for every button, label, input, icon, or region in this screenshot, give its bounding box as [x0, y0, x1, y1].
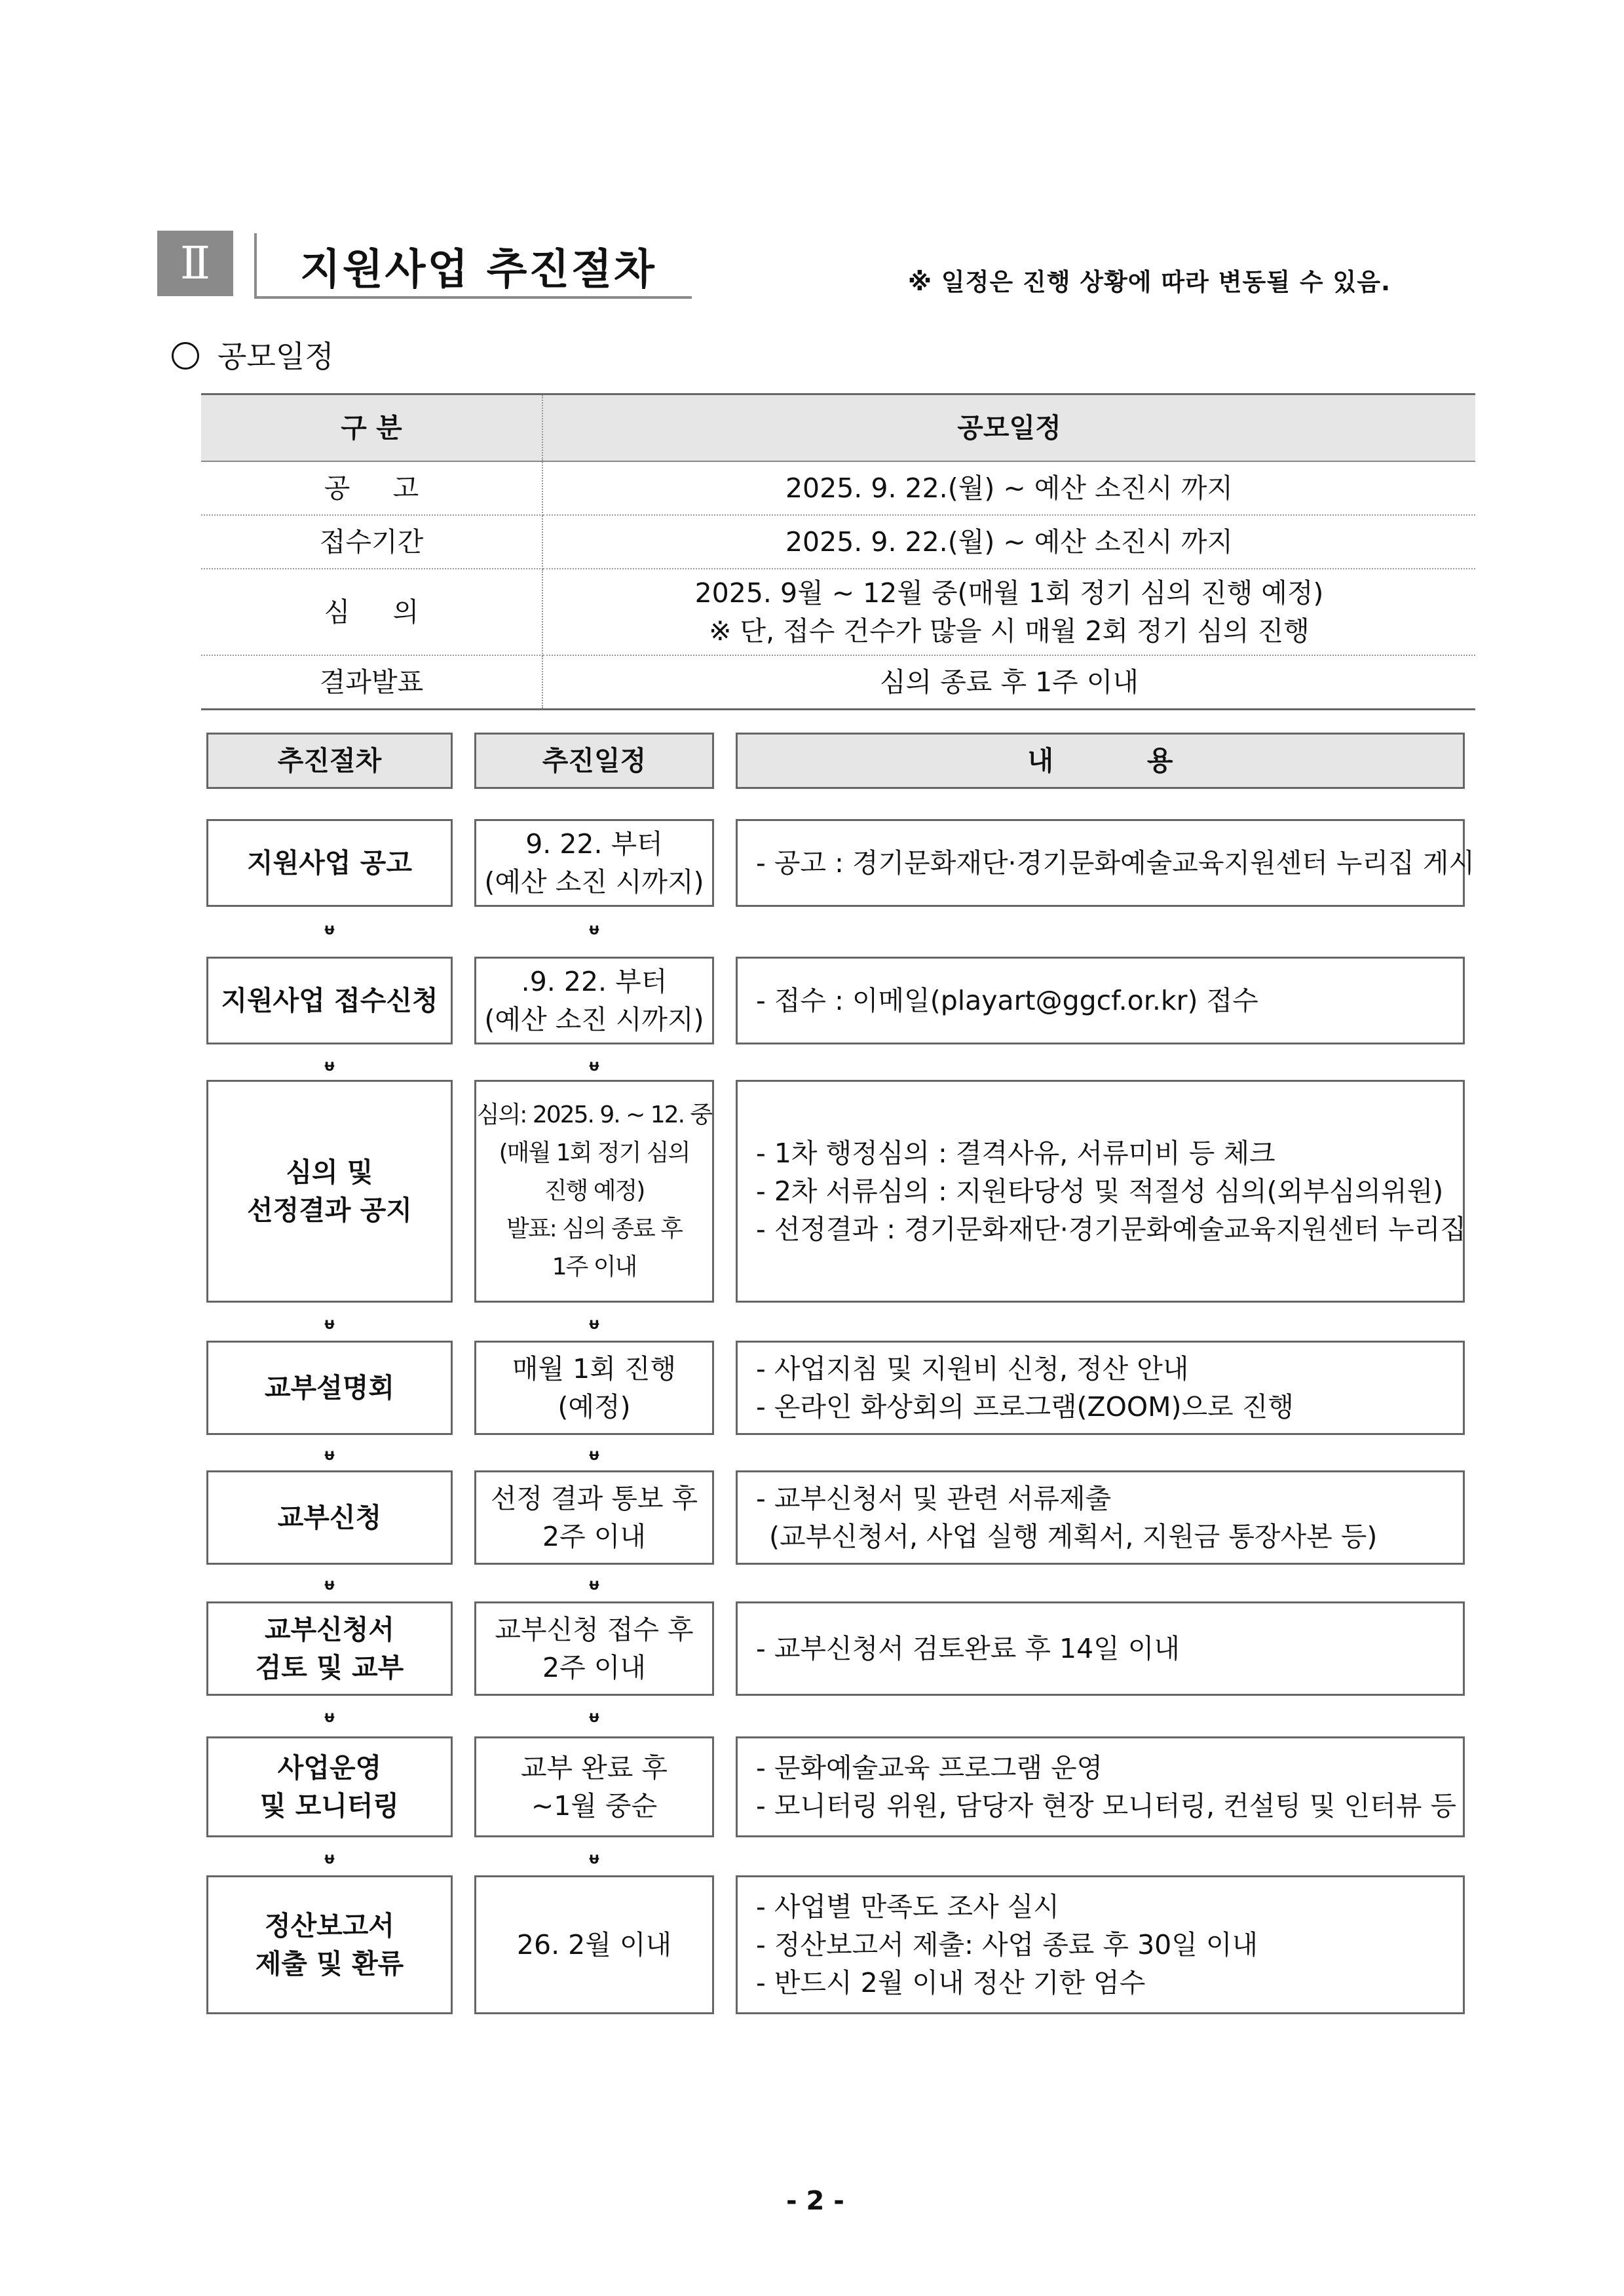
- step-name-text: 지원사업 접수신청: [221, 985, 438, 1016]
- schedule-table: [201, 393, 1475, 710]
- step-name-text: 교부신청서 검토 및 교부: [255, 1614, 404, 1683]
- down-arrow-icon: ᵾ: [324, 1707, 335, 1727]
- schedule-heading-label: 공모일정: [217, 339, 334, 374]
- step-date: [474, 1875, 714, 2014]
- down-arrow-icon: ᵾ: [589, 1575, 599, 1594]
- down-arrow-icon: ᵾ: [324, 1056, 335, 1075]
- page-number: - 2 -: [786, 2186, 844, 2216]
- down-arrow-icon: ᵾ: [589, 1445, 599, 1464]
- step-name-text: 교부설명회: [264, 1372, 395, 1404]
- step-name: [206, 1470, 453, 1565]
- process-header-step: 추진절차: [206, 733, 453, 789]
- step-name-text: 교부신청: [277, 1502, 382, 1533]
- down-arrow-icon: ᵾ: [589, 1707, 599, 1727]
- section-underline: [254, 296, 692, 299]
- step-content: [736, 819, 1475, 907]
- list-item: - 교부신청서 검토완료 후 14일 이내: [756, 1633, 1180, 1664]
- list-item: - 공고 : 경기문화재단·경기문화예술교육지원센터 누리집 게시: [756, 847, 1475, 879]
- step-date: [474, 819, 714, 907]
- step-date-text: 26. 2월 이내: [516, 1929, 672, 1961]
- step-name: [206, 819, 453, 907]
- table-row: [201, 655, 1475, 710]
- down-arrow-icon: ᵾ: [324, 1575, 335, 1594]
- list-item: - 문화예술교육 프로그램 운영: [756, 1752, 1103, 1784]
- table-row: [201, 569, 1475, 655]
- down-arrow-icon: ᵾ: [324, 1445, 335, 1464]
- step-date: [474, 1341, 714, 1435]
- section-title: 지원사업 추진절차: [300, 246, 656, 294]
- down-arrow-icon: ᵾ: [589, 1056, 599, 1075]
- step-date: [474, 1470, 714, 1565]
- schedule-col-dates: 공모일정: [542, 394, 1475, 462]
- step-date-text: 교부 완료 후 ~1월 중순: [520, 1752, 668, 1822]
- step-date-text: 9. 22. 부터 (예산 소진 시까지): [484, 828, 704, 898]
- schedule-change-note: ※ 일정은 진행 상황에 따라 변동될 수 있음.: [908, 268, 1391, 296]
- list-item: - 2차 서류심의 : 지원타당성 및 적절성 심의(외부심의위원): [756, 1176, 1444, 1207]
- schedule-value-notice: 2025. 9. 22.(월) ~ 예산 소진시 까지: [542, 461, 1475, 515]
- step-name: [206, 1736, 453, 1837]
- circle-bullet-icon: [172, 342, 199, 370]
- step-name-text: 지원사업 공고: [247, 847, 412, 879]
- step-content: [736, 1736, 1465, 1837]
- step-name: [206, 1601, 453, 1696]
- down-arrow-icon: ᵾ: [589, 1314, 599, 1333]
- step-content: [736, 1875, 1465, 2014]
- step-content: [736, 1470, 1465, 1565]
- schedule-header-row: [201, 394, 1475, 462]
- list-item: - 정산보고서 제출: 사업 종료 후 30일 이내: [756, 1929, 1258, 1961]
- schedule-label-notice: 공 고: [201, 461, 542, 515]
- list-item: - 접수 : 이메일(playart@ggcf.or.kr) 접수: [756, 985, 1258, 1016]
- step-date-text: 교부신청 접수 후 2주 이내: [495, 1614, 694, 1683]
- list-item: - 반드시 2월 이내 정산 기한 엄수: [756, 1967, 1146, 1999]
- step-content: [736, 957, 1465, 1044]
- down-arrow-icon: ᵾ: [324, 1314, 335, 1333]
- list-item: - 온라인 화상회의 프로그램(ZOOM)으로 진행: [756, 1391, 1294, 1423]
- list-item: - 1차 행정심의 : 결격사유, 서류미비 등 체크: [756, 1138, 1275, 1169]
- list-item: - 사업별 만족도 조사 실시: [756, 1891, 1059, 1923]
- step-content: [736, 1341, 1465, 1435]
- schedule-col-category: 구 분: [201, 394, 542, 462]
- step-date: [474, 1080, 714, 1303]
- schedule-label-result: 결과발표: [201, 655, 542, 710]
- step-name: [206, 1875, 453, 2014]
- step-name-text: 정산보고서 제출 및 환류: [255, 1910, 404, 1980]
- schedule-value-result: 심의 종료 후 1주 이내: [542, 655, 1475, 710]
- step-content: [736, 1601, 1465, 1696]
- step-name: [206, 1080, 453, 1303]
- schedule-value-review: 2025. 9월 ~ 12월 중(매월 1회 정기 심의 진행 예정) ※ 단, 접수 건수가 많을 시 매월 2회 정기 심의 진행: [542, 569, 1475, 655]
- step-date: [474, 957, 714, 1044]
- table-row: [201, 461, 1475, 515]
- step-date: [474, 1736, 714, 1837]
- process-header-date: 추진일정: [474, 733, 714, 789]
- step-date-text: 심의: 2025. 9. ~ 12. 중 (매월 1회 정기 심의 진행 예정) 발표: 심의 종료 후 1주 이내: [476, 1101, 712, 1280]
- down-arrow-icon: ᵾ: [589, 1848, 599, 1868]
- step-content: [736, 1080, 1465, 1303]
- step-date-text: .9. 22. 부터 (예산 소진 시까지): [484, 966, 704, 1035]
- schedule-value-application: 2025. 9. 22.(월) ~ 예산 소진시 까지: [542, 515, 1475, 569]
- down-arrow-icon: ᵾ: [324, 919, 335, 939]
- down-arrow-icon: ᵾ: [589, 919, 599, 939]
- schedule-label-application: 접수기간: [201, 515, 542, 569]
- list-item: - 사업지침 및 지원비 신청, 정산 안내: [756, 1353, 1189, 1385]
- section-number: Ⅱ: [157, 231, 233, 296]
- step-name: [206, 1341, 453, 1435]
- schedule-label-review: 심 의: [201, 569, 542, 655]
- list-item: - 선정결과 : 경기문화재단·경기문화예술교육지원센터 누리집: [756, 1214, 1466, 1245]
- list-item: (교부신청서, 사업 실행 계획서, 지원금 통장사본 등): [769, 1521, 1378, 1552]
- down-arrow-icon: ᵾ: [324, 1848, 335, 1868]
- step-name-text: 심의 및 선정결과 공지: [247, 1157, 412, 1226]
- step-name: [206, 957, 453, 1044]
- table-row: [201, 515, 1475, 569]
- step-name-text: 사업운영 및 모니터링: [259, 1752, 400, 1822]
- step-date-text: 선정 결과 통보 후 2주 이내: [490, 1483, 698, 1552]
- step-date-text: 매월 1회 진행 (예정): [512, 1353, 677, 1423]
- step-date: [474, 1601, 714, 1696]
- list-item: - 교부신청서 및 관련 서류제출: [756, 1483, 1112, 1514]
- section-divider: [254, 233, 257, 299]
- list-item: - 모니터링 위원, 담당자 현장 모니터링, 컨설팅 및 인터뷰 등: [756, 1790, 1457, 1822]
- process-header-content: 내 용: [736, 733, 1465, 789]
- schedule-heading: [172, 333, 334, 376]
